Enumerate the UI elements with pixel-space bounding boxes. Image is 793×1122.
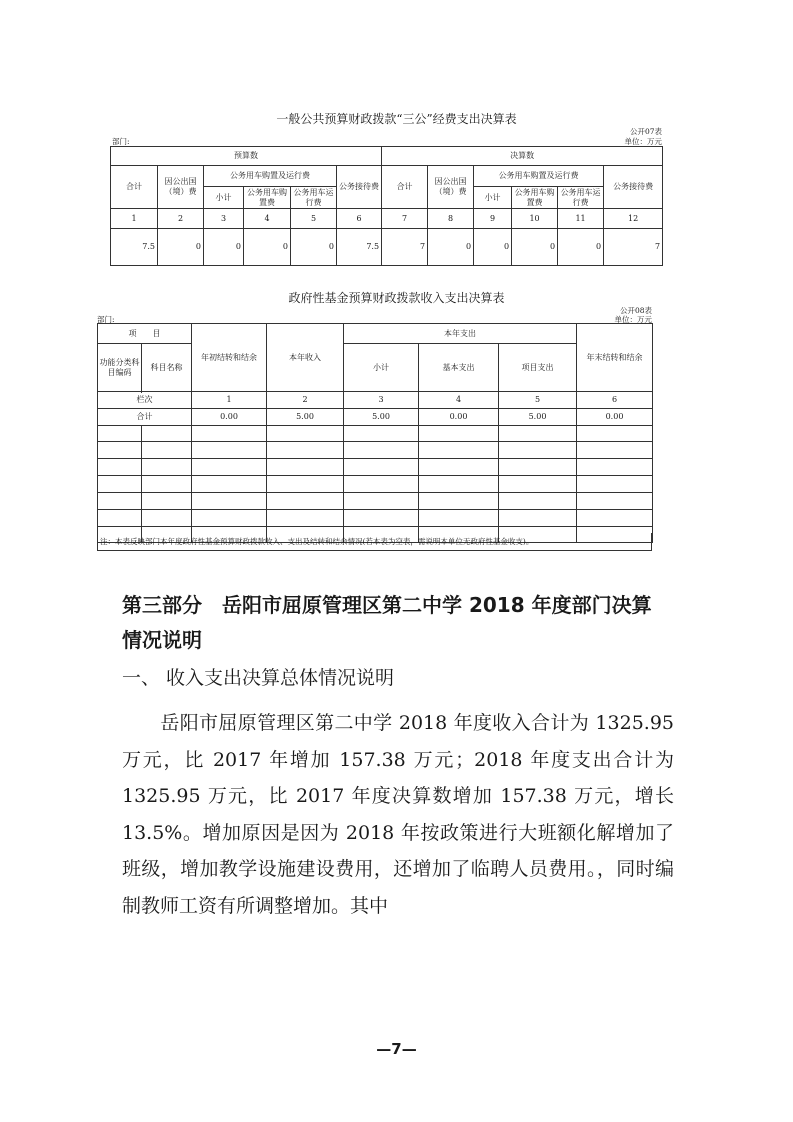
table1-dept-label: 部门:: [112, 137, 130, 146]
t2-colnum: 5: [499, 392, 577, 409]
t1-a-operation-header: 公务用车运行费: [558, 187, 604, 209]
table1: [110, 146, 663, 266]
t2-basic-header: 基本支出: [419, 344, 499, 392]
t1-b-subtotal-header: 小计: [204, 187, 244, 209]
t2-total-value: 5.00: [344, 409, 419, 426]
table2-note: 注：本表反映部门本年度政府性基金预算财政拨款收入、支出及结转和结余情况(若本表为空表，需说明本单位无政府性基金收支)。: [97, 533, 652, 551]
table1-budget-group: 预算数: [111, 147, 382, 166]
section-heading-line1: 第三部分 岳阳市屈原管理区第二中学 2018 年度部门决算: [122, 593, 652, 617]
t1-value: 0: [428, 229, 474, 266]
table2-unit: 单位：万元: [614, 315, 652, 324]
section-paragraph-text: 岳阳市屈原管理区第二中学 2018 年度收入合计为 1325.95 万元，比 2017 年增加 157.38 万元；2018 年度支出合计为 1325.95 万元，比 2017 年度决算数增加 157.38 万元，增长 13.5%。增加原因是因为 2018 年按政策进行大班额化解增加了班级，增加教学设施建设费用，还增加了临聘人员费用。，同时编制教师工资有所调整增加。其中: [122, 712, 674, 917]
table1-title: 一般公共预算财政拨款“三公”经费支出决算表: [276, 112, 517, 126]
t2-expend-group: 本年支出: [344, 324, 577, 344]
t1-colnum: 2: [158, 209, 204, 229]
t1-colnum: 3: [204, 209, 244, 229]
section-paragraph: [122, 705, 674, 924]
t1-a-abroad-header: 因公出国（境）费: [428, 166, 474, 209]
t1-colnum: 11: [558, 209, 604, 229]
section-subheading: 一、 收入支出决算总体情况说明: [122, 667, 395, 689]
t2-colnum: 3: [344, 392, 419, 409]
table2-dept-label: 部门:: [97, 315, 115, 324]
t1-colnum: 6: [337, 209, 382, 229]
t2-colnum: 2: [267, 392, 344, 409]
table1-unit: 单位：万元: [624, 137, 662, 146]
t2-empty-row: [98, 493, 653, 510]
t2-empty-row: [98, 442, 653, 459]
t1-colnum: 4: [244, 209, 291, 229]
t2-name-header: 科目名称: [142, 344, 192, 392]
t2-colnum: 4: [419, 392, 499, 409]
page-number: —7—: [376, 1040, 417, 1058]
t1-colnum: 12: [604, 209, 663, 229]
t2-project-header: 项目支出: [499, 344, 577, 392]
t1-value: 0: [558, 229, 604, 266]
t2-empty-row: [98, 510, 653, 527]
t1-value: 0: [244, 229, 291, 266]
table2-form-code: 公开08表: [619, 306, 652, 315]
t1-a-total-header: 合计: [382, 166, 428, 209]
t1-b-reception-header: 公务接待费: [337, 166, 382, 209]
t1-value: 0: [291, 229, 337, 266]
t1-value: 0: [204, 229, 244, 266]
t2-end-header: 年末结转和结余: [577, 324, 653, 392]
t1-value: 7: [382, 229, 428, 266]
table2: [97, 323, 653, 543]
t2-begin-header: 年初结转和结余: [192, 324, 267, 392]
t1-colnum: 10: [512, 209, 558, 229]
t2-total-value: 5.00: [499, 409, 577, 426]
t1-colnum: 8: [428, 209, 474, 229]
table1-actual-group: 决算数: [382, 147, 663, 166]
t2-item-header: 项 目: [98, 324, 192, 344]
t1-a-reception-header: 公务接待费: [604, 166, 663, 209]
table2-title: 政府性基金预算财政拨款收入支出决算表: [288, 291, 505, 305]
t1-b-abroad-header: 因公出国（境）费: [158, 166, 204, 209]
t1-colnum: 7: [382, 209, 428, 229]
t1-a-purchase-header: 公务用车购置费: [512, 187, 558, 209]
t2-total-value: 0.00: [577, 409, 653, 426]
t1-b-vehicle-group: 公务用车购置及运行费: [204, 166, 337, 187]
t1-colnum: 5: [291, 209, 337, 229]
t2-subtotal-header: 小计: [344, 344, 419, 392]
table1-form-code: 公开07表: [629, 127, 662, 136]
t2-colnum: 1: [192, 392, 267, 409]
t1-a-vehicle-group: 公务用车购置及运行费: [474, 166, 604, 187]
t1-colnum: 1: [111, 209, 158, 229]
t2-total-label: 合计: [98, 409, 192, 426]
t1-value: 7: [604, 229, 663, 266]
t2-empty-row: [98, 459, 653, 476]
t1-colnum: 9: [474, 209, 512, 229]
t1-b-total-header: 合计: [111, 166, 158, 209]
t2-colnum: 6: [577, 392, 653, 409]
t2-empty-row: [98, 426, 653, 442]
t2-income-header: 本年收入: [267, 324, 344, 392]
t1-value: 7.5: [337, 229, 382, 266]
section-heading-line2: 情况说明: [122, 628, 202, 652]
t2-lanci-label: 栏次: [98, 392, 192, 409]
t1-b-operation-header: 公务用车运行费: [291, 187, 337, 209]
t2-total-value: 5.00: [267, 409, 344, 426]
t1-value: 0: [512, 229, 558, 266]
t2-func-header: 功能分类科目编码: [98, 344, 142, 392]
t1-value: 7.5: [111, 229, 158, 266]
t1-a-subtotal-header: 小计: [474, 187, 512, 209]
t1-value: 0: [158, 229, 204, 266]
t1-b-purchase-header: 公务用车购置费: [244, 187, 291, 209]
t2-total-value: 0.00: [419, 409, 499, 426]
t1-value: 0: [474, 229, 512, 266]
t2-empty-row: [98, 476, 653, 493]
t2-total-value: 0.00: [192, 409, 267, 426]
